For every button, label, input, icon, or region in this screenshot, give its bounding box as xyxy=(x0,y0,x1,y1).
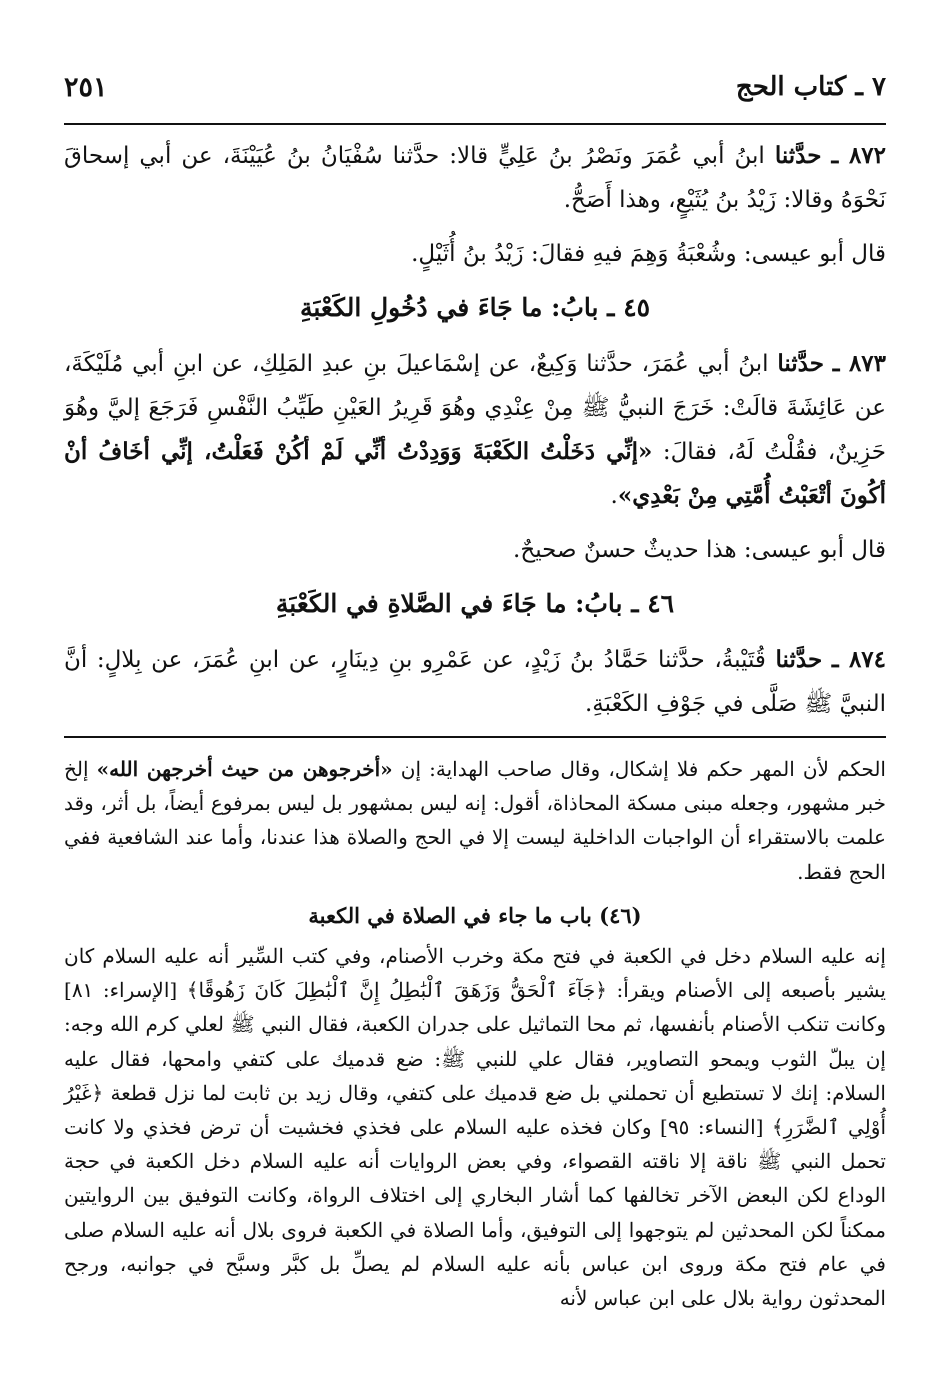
chapter-title: ٧ ـ كتاب الحج xyxy=(735,72,886,102)
hadith-text: قُتَيْبةُ، حدَّثنا حَمَّادُ بنُ زَيْدٍ، عن عَمْرِو بنِ دِينَارٍ، عن ابنِ عُمَرَ، عن بِلالٍ: أنَّ النبيَّ ﷺ صَلَّى في جَوْفِ الكَعْبَةِ. xyxy=(64,647,886,717)
chapter-heading-46: ٤٦ ـ بابُ: ما جَاءَ في الصَّلاةِ في الكَعْبَةِ xyxy=(275,589,675,618)
hadith-end: . xyxy=(610,483,618,509)
narration-keyword: حدَّثنا xyxy=(775,646,823,673)
narration-keyword: حدَّثنا xyxy=(774,142,822,169)
hadith-number: ٨٧٣ ـ xyxy=(832,350,887,377)
hadith-874 xyxy=(64,638,886,726)
abu-isa-comment-1: قال أبو عيسى: وشُعْبَةُ وَهِمَ فيهِ فقالَ: زَيْدُ بنُ أُثَيْلٍ. xyxy=(411,241,886,267)
commentary-heading: (٤٦) باب ما جاء في الصلاة في الكعبة xyxy=(308,902,642,928)
commentary-paragraph-1: الحكم لأن المهر حكم فلا إشكال، وقال صاحب الهداية: إن «أخرجوهن من حيث أخرجهن الله» إلخ خبر مشهور، وجعله مبنى مسكة المحاذاة، أقول: إنه ليس بمشهور بل ليس بمرفوع أيضاً، بل أثر، وقد علمت بالاستقراء أن الواجبات الداخلية ليست إلا في الحج والصلاة هذا عندنا، وأما عند الشافعية ففي الحج فقط. xyxy=(64,757,886,884)
hadith-number: ٨٧٢ ـ xyxy=(831,142,886,169)
abu-isa-comment-2: قال أبو عيسى: هذا حديثٌ حسنٌ صحيحٌ. xyxy=(513,537,886,563)
quoted-saying: «أخرجوهن من حيث أخرجهن الله» xyxy=(96,757,393,781)
commentary xyxy=(64,752,886,1315)
page-number: ٢٥١ xyxy=(64,71,108,103)
hadith-text: ابنُ أبي عُمَرَ، حدَّثنا وَكِيعٌ، عن إسْمَاعيلَ بنِ عبدِ المَلِكِ، عن ابنِ أبي مُلَيْكَةَ، عن عَائِشَةَ قالَتْ: خَرَجَ النبيُّ ﷺ مِنْ عِنْدِي وهُوَ قَرِيرُ العَيْنِ طَيِّبُ النَّفْسِ فَرَجَعَ إليَّ وهُوَ حَزِينٌ، فقُلْتُ لَهُ، فقالَ: xyxy=(64,351,886,465)
page-header xyxy=(64,62,886,112)
narration-keyword: حدَّثنا xyxy=(777,350,824,377)
header-rule xyxy=(64,123,886,125)
commentary-paragraph-2: إنه عليه السلام دخل في الكعبة في فتح مكة وخرب الأصنام، وفي كتب السِّير أنه عليه السلام كان يشير بأصبعه إلى الأصنام ويقرأ: ﴿جَآءَ ٱلْحَقُّ وَزَهَقَ ٱلْبَٰطِلُ إِنَّ ٱلْبَٰطِلَ كَانَ زَهُوقًا﴾ [الإسراء: ٨١] وكانت تنكب الأصنام بأنفسها، ثم محا التماثيل على جدران الكعبة، فقال النبي ﷺ لعلي كرم الله وجه: إن يبلّ الثوب ويمحو التصاوير، فقال علي للنبي ﷺ: ضع قدميك على كتفي وامحها، فقال عليه السلام: إنك لا تستطيع أن تحملني بل ضع قدميك على كتفي، وقال زيد بن ثابت لما نزل قطعة ﴿غَيْرُ أُوْلِي ٱلضَّرَرِ﴾ [النساء: ٩٥] وكان فخذه عليه السلام على فخذي فخشيت أن ترض فخذي ولا كانت تحمل النبي ﷺ ناقة إلا ناقته القصواء، وفي بعض الروايات أنه عليه السلام دخل الكعبة في حجة الوداع لكن البعض الآخر تخالفها كما أشار البخاري إلى اختلاف الرواة، وكانت التوفيق بين الروايتين ممكناً لكن المحدثين لم يتوجهوا إلى التوفيق، وأما الصلاة في الكعبة فروى بلال أنه عليه السلام صلى في عام فتح مكة وروى ابن عباس بأنه عليه السلام لم يصلِّ بل كبَّر وسبَّح في جوانبه، ورجح المحدثون رواية بلال على ابن عباس لأنه xyxy=(64,944,886,1311)
chapter-heading-45: ٤٥ ـ بابُ: ما جَاءَ في دُخُولِ الكَعْبَةِ xyxy=(299,293,651,322)
prophetic-quote: «إنِّي دَخَلْتُ الكَعْبَةَ وَوَدِدْتُ أنِّي لَمْ أكُنْ فَعَلْتُ، إنِّي أخَافُ أنْ أكُونَ أتْعَبْتُ أُمَّتِي مِنْ بَعْدِي» xyxy=(64,438,886,509)
hadith-text: ابنُ أبي عُمَرَ ونَصْرُ بنُ عَلِيٍّ قالا: حدَّثنا سُفْيَانُ بنُ عُيَيْنَةَ، عن أبي إسحاقَ نَحْوَهُ وقالا: زَيْدُ بنُ يُثَيْعٍ، وهذا أَصَحُّ. xyxy=(64,143,886,213)
hadith-872 xyxy=(64,134,886,222)
hadith-873 xyxy=(64,342,886,518)
main-text xyxy=(64,134,886,736)
hadith-number: ٨٧٤ ـ xyxy=(831,646,886,673)
footnote-rule xyxy=(64,736,886,738)
